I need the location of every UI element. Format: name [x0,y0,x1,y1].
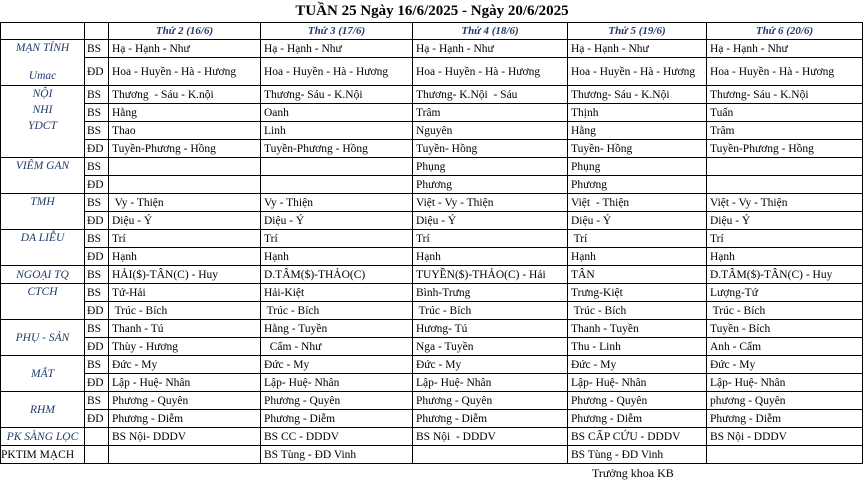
day-header: Thứ 4 (18/6) [413,23,568,40]
schedule-cell: Nga - Tuyền [413,338,568,356]
schedule-cell: Phương - Quyên [261,392,413,410]
schedule-cell: Nguyên [413,122,568,140]
schedule-cell: Đức - My [413,356,568,374]
schedule-cell: Trí [109,230,261,248]
schedule-row [1,230,863,248]
schedule-cell: Diệu - Ý [568,212,707,230]
schedule-cell: Thu - Linh [568,338,707,356]
schedule-cell: TUYỀN($)-THẢO(C) - Hải [413,266,568,284]
schedule-cell: Hạnh [413,248,568,266]
schedule-cell: Tuyền-Phương - Hồng [707,140,863,158]
schedule-cell: Phương - Diễm [109,410,261,428]
schedule-cell: Tuấn [707,104,863,122]
department-label: NỘI [32,88,53,100]
schedule-cell [261,176,413,194]
schedule-cell: Việt - Vy - Thiện [413,194,568,212]
schedule-cell: TÂN [568,266,707,284]
department-cell [1,194,85,230]
schedule-cell: BS Tùng - ĐD Vinh [261,446,413,464]
schedule-cell: Trí [413,230,568,248]
header-role [85,23,109,40]
schedule-cell: BS Nội - DDDV [413,428,568,446]
department-cell [1,86,85,158]
schedule-cell: Tuyền- Hồng [413,140,568,158]
schedule-cell: Thương- Sáu - K.Nội [707,86,863,104]
schedule-cell: Phụng [413,158,568,176]
schedule-cell: Diệu - Ý [109,212,261,230]
department-cell [1,428,85,446]
schedule-cell: Tuyền - Bích [707,320,863,338]
role-cell: BS [85,230,109,248]
role-cell: BS [85,104,109,122]
role-cell: ĐD [85,338,109,356]
schedule-cell: Thùy - Hương [109,338,261,356]
role-cell [85,446,109,464]
schedule-cell: Hạnh [568,248,707,266]
schedule-cell [109,176,261,194]
department-label: PHỤ - SẢN [15,331,70,344]
schedule-cell: Trí [707,230,863,248]
schedule-cell: BS Nội- DDDV [109,428,261,446]
header-corner [1,23,85,40]
department-label: Umac [28,70,57,82]
schedule-cell: Tuyền-Phương - Hồng [261,140,413,158]
schedule-row [1,140,863,158]
schedule-row [1,194,863,212]
schedule-cell: Phương - Diễm [413,410,568,428]
schedule-row [1,104,863,122]
role-cell: BS [85,158,109,176]
schedule-cell [707,158,863,176]
department-label: NGOẠI TQ [16,268,69,281]
department-cell [1,158,85,194]
schedule-cell: Diệu - Ý [261,212,413,230]
schedule-cell: Hạnh [261,248,413,266]
schedule-cell: Thanh - Tuyền [568,320,707,338]
schedule-row [1,356,863,374]
schedule-cell: Thương- K.Nội - Sáu [413,86,568,104]
role-cell: ĐD [85,140,109,158]
role-cell: BS [85,284,109,302]
schedule-row [1,266,863,284]
department-label: PKTIM MẠCH [1,448,75,461]
schedule-cell: Bình-Trưng [413,284,568,302]
schedule-cell: Tuyền-Phương - Hồng [109,140,261,158]
schedule-row [1,302,863,320]
schedule-cell: Hạ - Hạnh - Như [413,40,568,58]
schedule-cell: Hoa - Huyền - Hà - Hương [109,58,261,86]
schedule-cell: Đức - My [261,356,413,374]
schedule-cell: Trâm [413,104,568,122]
schedule-cell: Thương - Sáu - K.nội [109,86,261,104]
schedule-cell [109,446,261,464]
role-cell: BS [85,194,109,212]
role-cell: BS [85,320,109,338]
schedule-cell: phương - Quyên [707,392,863,410]
schedule-cell [707,176,863,194]
schedule-row [1,374,863,392]
schedule-row [1,158,863,176]
schedule-cell: Diệu - Ý [413,212,568,230]
schedule-cell: Phương [413,176,568,194]
schedule-cell: D.TÂM($)-THẢO(C) [261,266,413,284]
schedule-cell [109,158,261,176]
schedule-cell: Đức - My [707,356,863,374]
schedule-cell: Trúc - Bích [707,302,863,320]
day-header: Thứ 6 (20/6) [707,23,863,40]
day-header: Thứ 5 (19/6) [568,23,707,40]
schedule-cell: Lượng-Tứ [707,284,863,302]
department-label: MẠN TÍNH [15,42,70,54]
department-label: DA LIỄU [20,232,65,244]
schedule-cell: Hạnh [707,248,863,266]
schedule-table [0,22,863,464]
schedule-cell: Phụng [568,158,707,176]
role-cell: BS [85,122,109,140]
schedule-cell: Hằng - Tuyền [261,320,413,338]
schedule-cell: Việt - Vy - Thiện [707,194,863,212]
schedule-cell: Trúc - Bích [568,302,707,320]
schedule-cell: Lập- Huệ- Nhân [413,374,568,392]
schedule-cell: Trâm [707,122,863,140]
schedule-cell: Phương [568,176,707,194]
day-header: Thứ 3 (17/6) [261,23,413,40]
schedule-title: TUẦN 25 Ngày 16/6/2025 - Ngày 20/6/2025 [295,3,569,19]
schedule-cell [707,446,863,464]
schedule-cell: Hoa - Huyền - Hà - Hương [707,58,863,86]
role-cell: ĐD [85,58,109,86]
schedule-row [1,248,863,266]
role-cell: ĐD [85,410,109,428]
schedule-cell: Hạ - Hạnh - Như [109,40,261,58]
schedule-row [1,284,863,302]
role-cell: BS [85,392,109,410]
signature-label: Trưởng khoa KB [592,466,674,480]
schedule-cell: Lập- Huệ- Nhân [261,374,413,392]
schedule-cell: Trí [261,230,413,248]
role-cell: ĐD [85,248,109,266]
schedule-cell: Hoa - Huyền - Hà - Hương [261,58,413,86]
department-cell [1,392,85,428]
schedule-cell: BS Tùng - ĐD Vinh [568,446,707,464]
role-cell: ĐD [85,374,109,392]
department-label: RHM [30,403,55,416]
department-label: MẮT [31,367,54,380]
schedule-cell: Hoa - Huyền - Hà - Hương [568,58,707,86]
department-cell [1,40,85,86]
schedule-cell: Phương - Diễm [568,410,707,428]
role-cell: ĐD [85,212,109,230]
department-label: CTCH [27,286,58,298]
role-cell: ĐD [85,302,109,320]
schedule-row [1,86,863,104]
schedule-row [1,122,863,140]
role-cell: BS [85,40,109,58]
schedule-row [1,392,863,410]
department-cell [1,356,85,392]
schedule-row [1,410,863,428]
schedule-row [1,320,863,338]
schedule-cell: D.TÂM($)-TÂN(C) - Huy [707,266,863,284]
role-cell: BS [85,86,109,104]
schedule-cell: Anh - Cẩm [707,338,863,356]
schedule-row [1,446,863,464]
schedule-cell: Đức - My [109,356,261,374]
schedule-cell: Trí [568,230,707,248]
schedule-cell: Oanh [261,104,413,122]
schedule-cell: Thịnh [568,104,707,122]
schedule-cell: Linh [261,122,413,140]
schedule-cell [413,446,568,464]
schedule-cell: Trúc - Bích [261,302,413,320]
department-label: PK SÀNG LỌC [6,430,79,443]
schedule-cell: Hương- Tú [413,320,568,338]
schedule-cell: Thương- Sáu - K.Nội [261,86,413,104]
schedule-cell: Tứ-Hải [109,284,261,302]
schedule-cell: Phương - Quyên [413,392,568,410]
schedule-cell: Lập- Huệ- Nhân [707,374,863,392]
schedule-cell: Hạ - Hạnh - Như [261,40,413,58]
role-cell [85,428,109,446]
schedule-cell: Tuyền- Hồng [568,140,707,158]
schedule-cell: HẢI($)-TÂN(C) - Huy [109,266,261,284]
schedule-cell: BS Nội - DDDV [707,428,863,446]
schedule-cell: Trúc - Bích [413,302,568,320]
schedule-cell: Hoa - Huyền - Hà - Hương [413,58,568,86]
schedule-cell: Diệu - Ý [707,212,863,230]
department-cell [1,446,85,464]
day-header: Thứ 2 (16/6) [109,23,261,40]
department-label: TMH [30,196,55,208]
schedule-cell: Hằng [109,104,261,122]
schedule-row [1,176,863,194]
role-cell: BS [85,356,109,374]
schedule-cell: Hạnh [109,248,261,266]
schedule-cell: Hạ - Hạnh - Như [707,40,863,58]
department-label: YDCT [28,120,57,132]
department-cell [1,320,85,356]
schedule-cell: Lập - Huệ- Nhân [109,374,261,392]
schedule-cell: BS CẤP CỨU - DDDV [568,428,707,446]
schedule-cell: Hải-Kiệt [261,284,413,302]
department-cell [1,230,85,266]
schedule-row [1,40,863,58]
schedule-cell: Việt - Thiện [568,194,707,212]
schedule-cell: Hạ - Hạnh - Như [568,40,707,58]
role-cell: ĐD [85,176,109,194]
schedule-cell: Đức - My [568,356,707,374]
schedule-row [1,338,863,356]
department-label: NHI [32,104,53,116]
schedule-row [1,428,863,446]
schedule-cell: Trúc - Bích [109,302,261,320]
header-row [1,23,863,40]
schedule-cell: Trưng-Kiệt [568,284,707,302]
schedule-cell: BS CC - DDDV [261,428,413,446]
schedule-cell: Vy - Thiện [109,194,261,212]
department-cell [1,284,85,320]
schedule-cell: Hằng [568,122,707,140]
department-cell [1,266,85,284]
department-label: VIÊM GAN [15,160,70,172]
schedule-cell: Lập- Huệ- Nhân [568,374,707,392]
schedule-cell: Cẩm - Như [261,338,413,356]
schedule-cell: Phương - Quyên [109,392,261,410]
schedule-cell [261,158,413,176]
schedule-cell: Phương - Diễm [707,410,863,428]
schedule-cell: Phương - Quyên [568,392,707,410]
schedule-cell: Thanh - Tú [109,320,261,338]
schedule-cell: Thương- Sáu - K.Nội [568,86,707,104]
schedule-row [1,212,863,230]
role-cell: BS [85,266,109,284]
schedule-cell: Vy - Thiện [261,194,413,212]
schedule-row [1,58,863,86]
schedule-cell: Thao [109,122,261,140]
schedule-cell: Phương - Diễm [261,410,413,428]
